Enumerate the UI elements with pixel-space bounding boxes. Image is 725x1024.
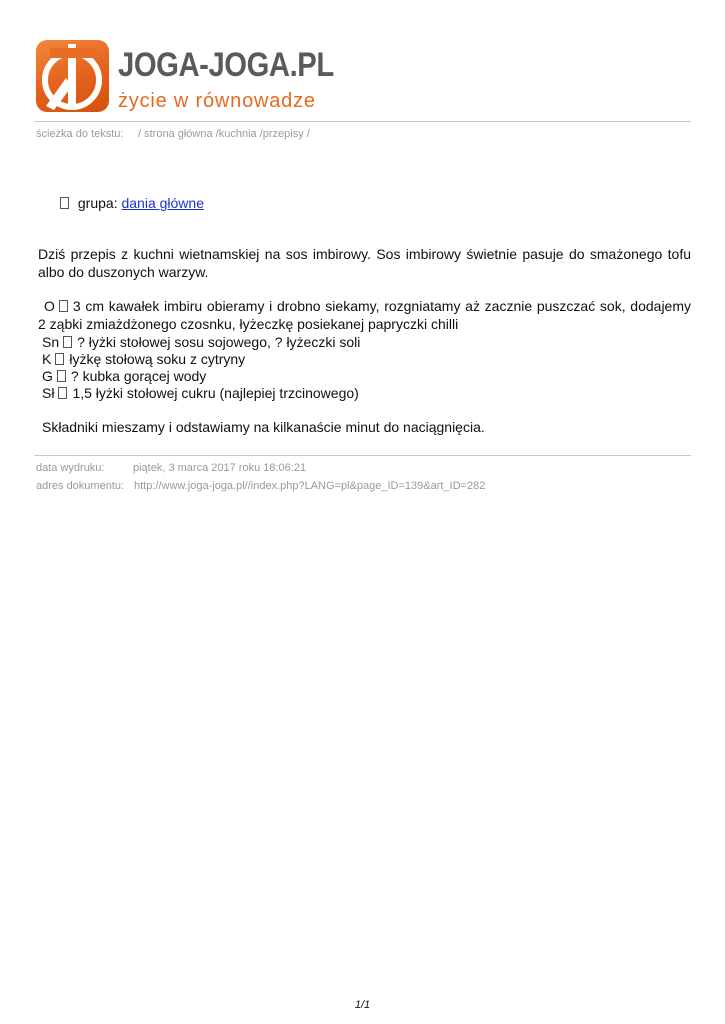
breadcrumb-path: / strona główna /kuchnia /przepisy / [138,128,310,140]
bullet-box-icon [55,353,64,365]
group-label: grupa: [77,195,118,211]
ingredient-2 [42,333,360,351]
ingredient-4 [42,367,206,385]
ingredient-3 [42,350,245,368]
intro-paragraph: Dziś przepis z kuchni wietnamskiej na sos imbirowy. Sos imbirowy świetnie pasuje do smażonego tofu albo do duszonych warzyw. [38,246,691,280]
print-date-label: data wydruku: [36,462,105,474]
ingredient-4-prefix: G [42,368,53,384]
ingredient-2-text: ? łyżki stołowej sosu sojowego, ? łyżeczki soli [77,334,361,350]
ingredient-3-prefix: K [42,351,52,367]
group-line [56,194,204,212]
logo-mark-icon [36,40,109,112]
logo-name: JOGA-JOGA.PL [118,46,334,84]
ingredient-5-text: 1,5 łyżki stołowej cukru (najlepiej trzcinowego) [72,385,359,401]
group-link[interactable]: dania główne [121,195,204,211]
logo-tagline: życie w równowadze [118,90,316,112]
print-info-divider [34,455,691,456]
document-address-value[interactable]: http://www.joga-joga.pl//index.php?LANG=pl&page_ID=139&art_ID=282 [134,480,486,492]
site-logo [36,39,336,115]
ingredient-1 [38,297,691,333]
ingredient-1-text: 3 cm kawałek imbiru obieramy i drobno siekamy, rozgniatamy aż zacznie puszczać sok, dodajemy 2 ząbki zmiażdżonego czosnku, łyżeczkę posiekanej papryczki chilli [38,298,691,332]
ingredient-2-prefix: Sn [42,334,60,350]
closing-paragraph: Składniki mieszamy i odstawiamy na kilkanaście minut do naciągnięcia. [42,419,485,435]
print-date-value: piątek, 3 marca 2017 roku 18:06:21 [133,462,307,474]
bullet-box-icon [57,370,66,382]
ingredient-3-text: łyżkę stołową soku z cytryny [69,351,246,367]
bullet-box-icon [58,387,67,399]
page-number: 1/1 [354,999,371,1011]
ingredient-1-prefix: O [44,298,55,314]
ingredient-5-prefix: Sł [42,385,55,401]
document-address-label: adres dokumentu: [36,480,125,492]
ingredient-5 [42,384,359,402]
header-divider [34,121,691,122]
bullet-box-icon [63,336,72,348]
ingredient-4-text: ? kubka gorącej wody [70,368,207,384]
bullet-box-icon [60,197,69,209]
breadcrumb-label: ścieżka do tekstu: [36,128,124,140]
bullet-box-icon [59,300,68,312]
